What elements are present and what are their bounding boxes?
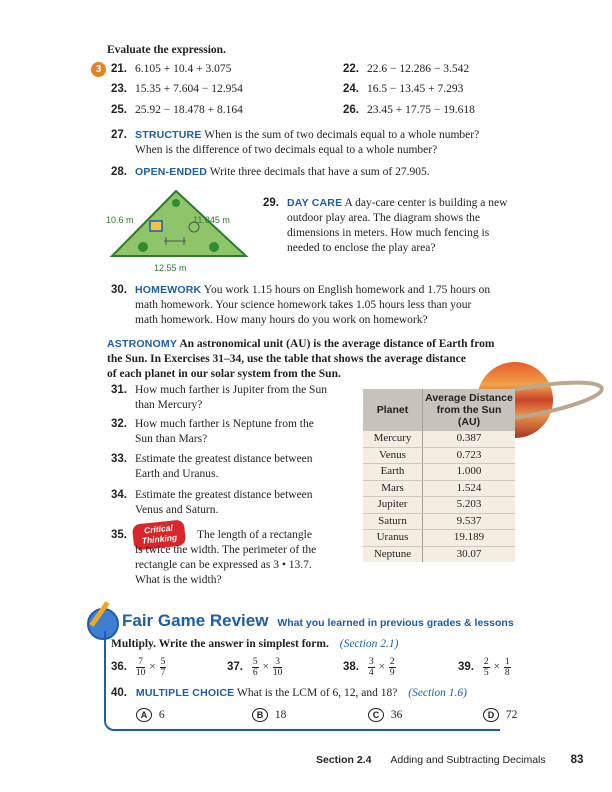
choice-b[interactable]: B 18: [252, 708, 286, 722]
side-label-right: 11.845 m: [193, 215, 230, 225]
review-instructions: Multiply. Write the answer in simplest form. (Section 2.1): [111, 638, 399, 650]
exercise-instructions: Evaluate the expression.: [107, 44, 226, 56]
table-row: Earth 1.000: [363, 464, 515, 481]
tree-icon: [138, 242, 148, 252]
exercise-39: 39. $\frac{2}{5}$ × $\frac{1}{8}$: [458, 656, 510, 678]
keyword-structure: STRUCTURE: [135, 129, 202, 141]
side-label-left: 10.6 m: [106, 215, 134, 225]
choice-c[interactable]: C 36: [368, 708, 402, 722]
review-subtitle: What you learned in previous grades & lessons: [277, 617, 514, 629]
choice-d[interactable]: D 72: [483, 708, 517, 722]
exercise-38: 38. $\frac{3}{4}$ × $\frac{2}{9}$: [343, 656, 395, 678]
table-row: Mars 1.524: [363, 480, 515, 497]
review-title: Fair Game Review: [122, 611, 269, 630]
header-distance: Average Distance from the Sun (AU): [423, 389, 516, 431]
sandbox-icon: [150, 221, 162, 231]
footer-section: Section 2.4: [316, 754, 372, 766]
table-row: Neptune 30.07: [363, 546, 515, 562]
page-number: 83: [570, 754, 584, 766]
table-row: Mercury 0.387: [363, 431, 515, 447]
level-badge: 3: [91, 62, 106, 77]
header-planet: Planet: [363, 389, 423, 431]
exercise-40: 40. MULTIPLE CHOICE What is the LCM of 6, 12, and 18? (Section 1.6): [111, 687, 468, 699]
keyword-multiple-choice: MULTIPLE CHOICE: [135, 687, 235, 699]
table-row: Jupiter 5.203: [363, 497, 515, 514]
critical-thinking-badge: Critical Thinking: [132, 519, 186, 550]
keyword-astronomy: ASTRONOMY: [107, 338, 178, 350]
table-row: Venus 0.723: [363, 447, 515, 464]
table-header-row: [363, 389, 515, 431]
page-footer: [316, 754, 583, 766]
exercise-36: 36. $\frac{7}{10}$ × $\frac{5}{7}$: [111, 656, 166, 678]
keyword-open-ended: OPEN-ENDED: [135, 166, 208, 178]
astronomy-intro: ASTRONOMY An astronomical unit (AU) is the average distance of Earth from the Sun. In Exercises 31–34, use the table that shows the average distance of each planet in our solar system from the Sun.: [107, 338, 495, 380]
play-area-diagram: [106, 185, 256, 275]
choice-a[interactable]: A 6: [136, 708, 165, 722]
table-row: Saturn 9.537: [363, 513, 515, 530]
keyword-homework: HOMEWORK: [135, 284, 202, 296]
table-row: Uranus 19.189: [363, 530, 515, 547]
review-header: [122, 611, 514, 631]
tree-icon: [209, 242, 219, 252]
footer-title: Adding and Subtracting Decimals: [390, 754, 546, 766]
tree-icon: [172, 199, 180, 207]
exercise-37: 37. $\frac{5}{6}$ × $\frac{3}{10}$: [227, 656, 283, 678]
side-label-bottom: 12.55 m: [154, 263, 187, 273]
keyword-day-care: DAY CARE: [287, 197, 343, 209]
planet-distance-table: [363, 389, 515, 562]
